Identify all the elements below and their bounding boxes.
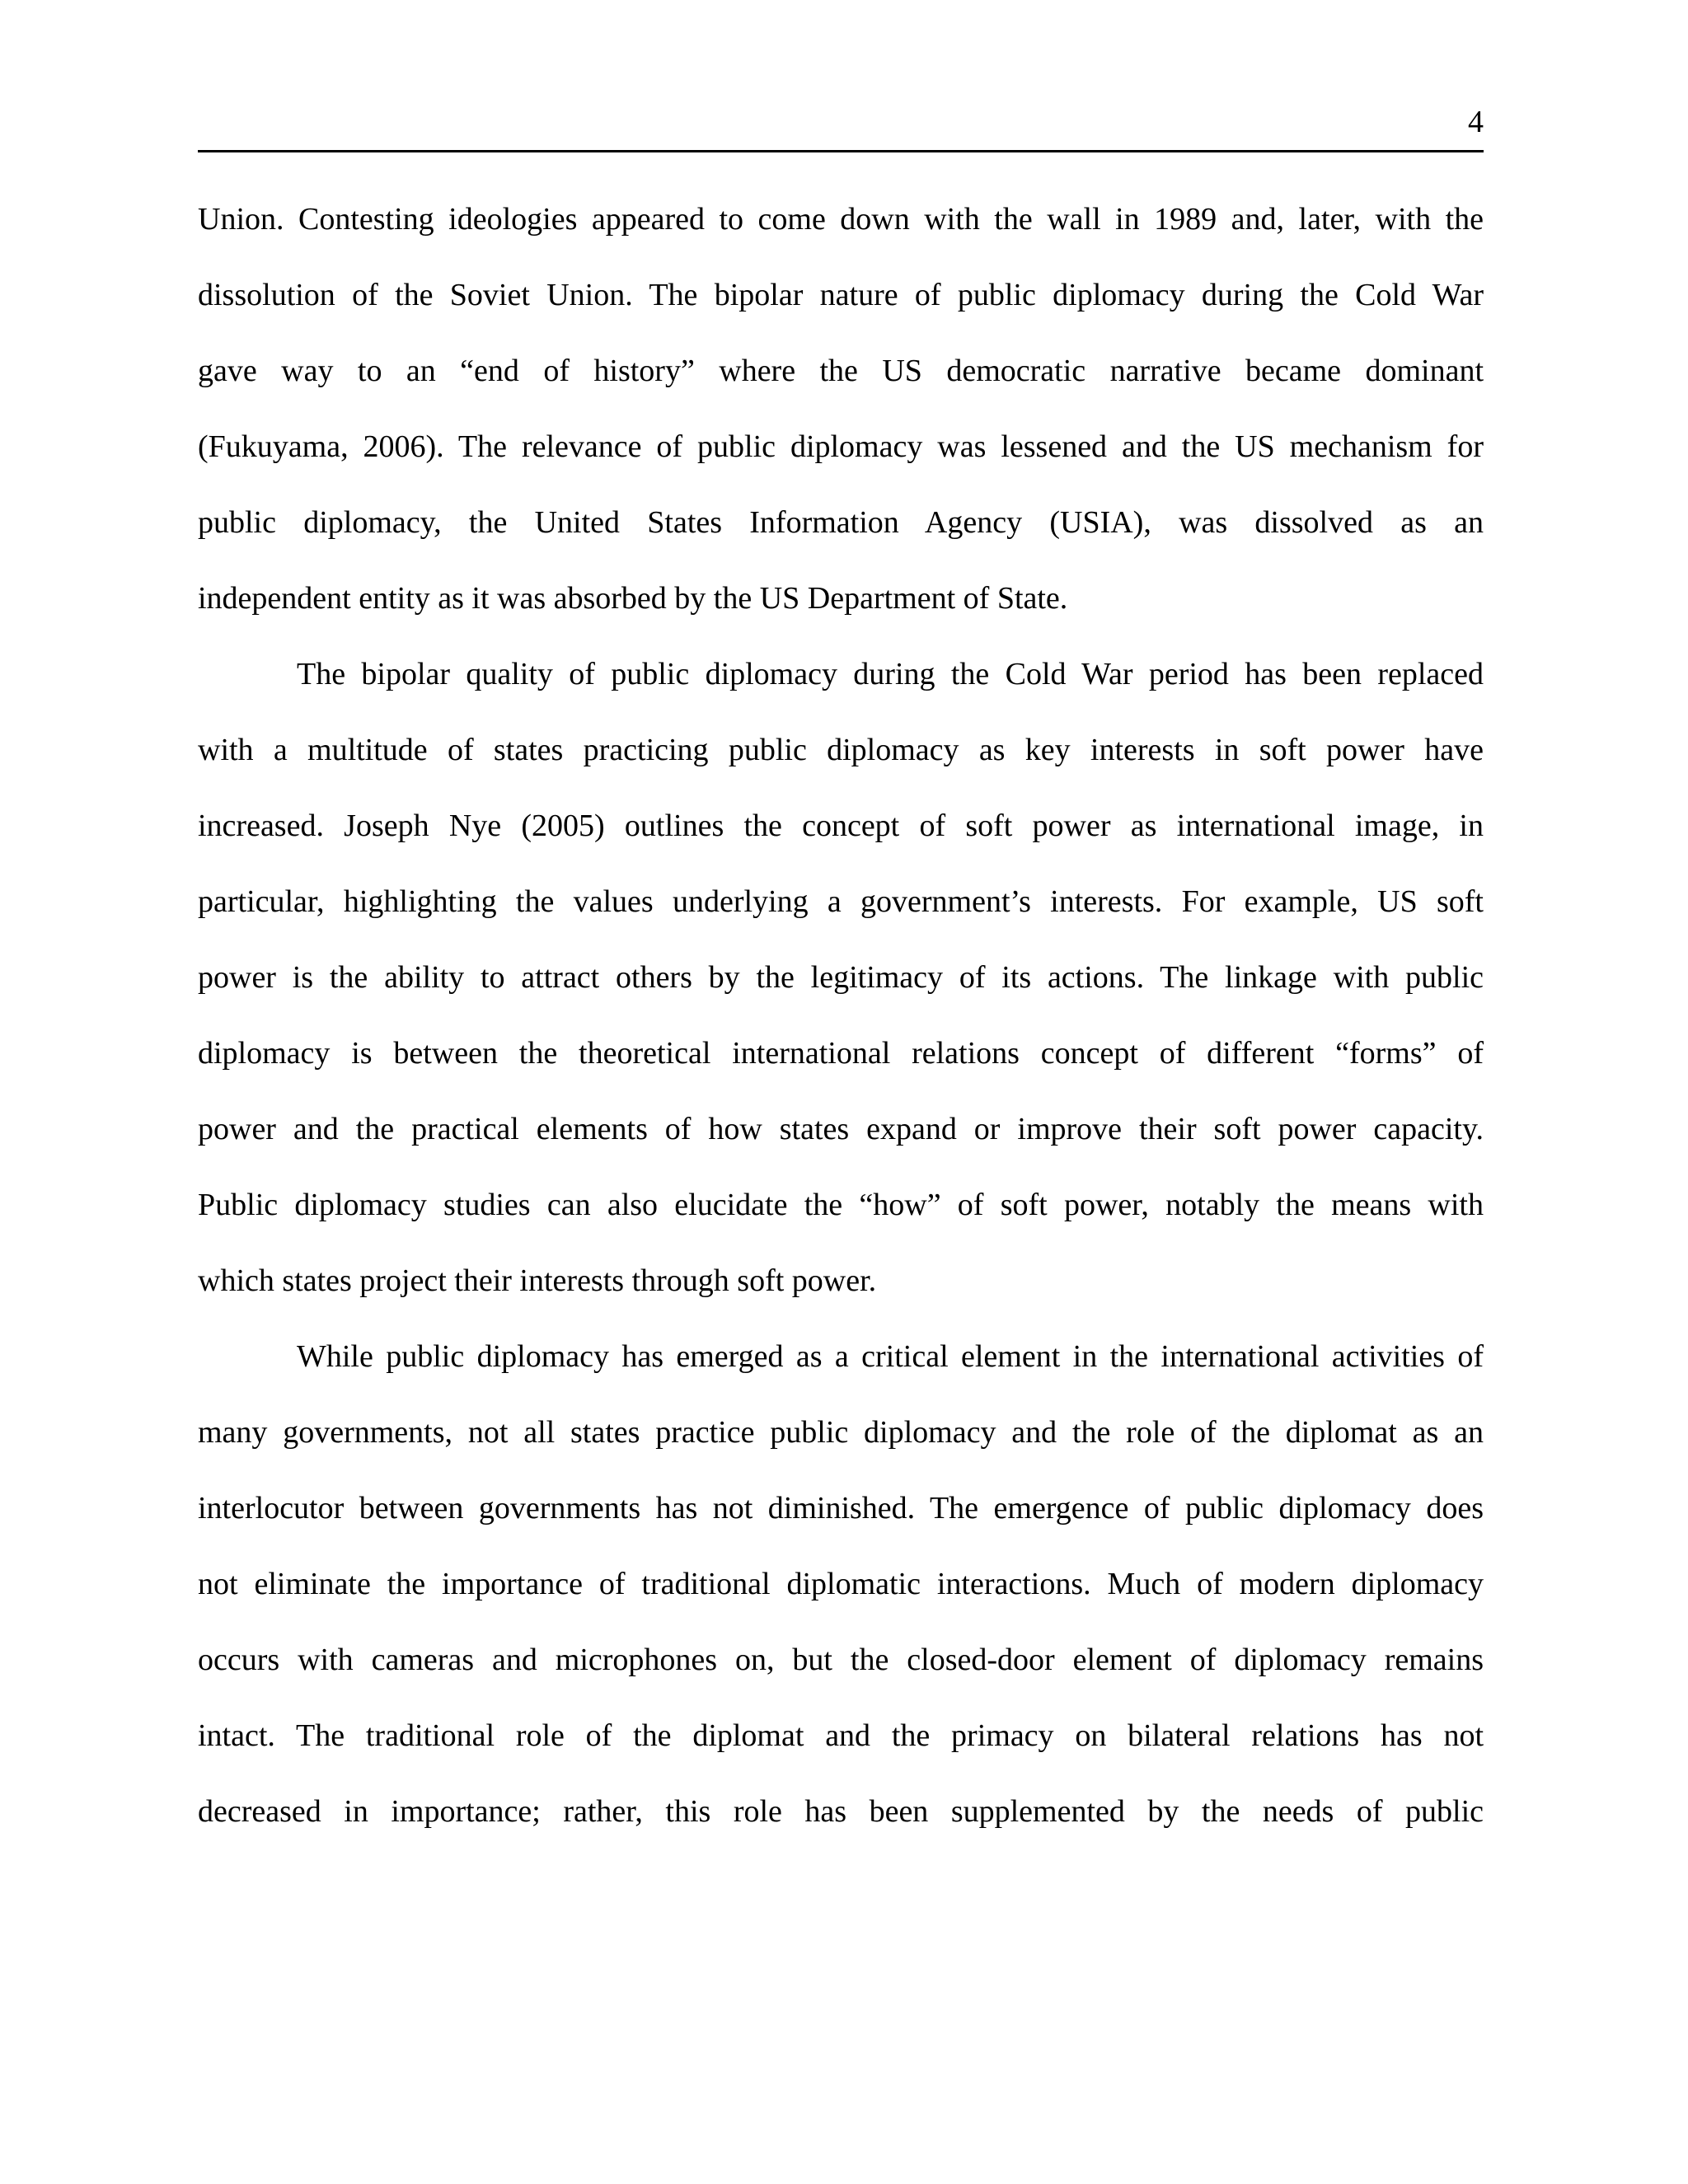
text-line: The bipolar quality of public diplomacy during the Cold War period has been replaced [297,657,1484,691]
text-line: with a multitude of states practicing public diplomacy as key interests in soft power have [198,733,1484,767]
text-line: which states project their interests through soft power. [198,1263,877,1298]
text-line: intact. The traditional role of the diplomat and the primacy on bilateral relations has not [198,1718,1484,1753]
text-line: Public diplomacy studies can also elucidate the “how” of soft power, notably the means with [198,1188,1484,1222]
text-line: gave way to an “end of history” where the US democratic narrative became dominant [198,354,1484,388]
text-line: occurs with cameras and microphones on, but the closed-door element of diplomacy remains [198,1643,1484,1677]
text-line: public diplomacy, the United States Information Agency (USIA), was dissolved as an [198,505,1484,540]
text-line: While public diplomacy has emerged as a critical element in the international activities of [297,1339,1484,1374]
text-line: many governments, not all states practice public diplomacy and the role of the diplomat as an [198,1415,1484,1450]
text-line: diplomacy is between the theoretical international relations concept of different “forms” of [198,1036,1484,1071]
body-text [198,196,1484,1864]
text-line: power and the practical elements of how states expand or improve their soft power capacity. [198,1112,1484,1146]
text-line: interlocutor between governments has not diminished. The emergence of public diplomacy does [198,1491,1484,1526]
text-line: (Fukuyama, 2006). The relevance of public diplomacy was lessened and the US mechanism for [198,429,1484,464]
text-line: dissolution of the Soviet Union. The bipolar nature of public diplomacy during the Cold War [198,278,1484,312]
page-header [198,99,1484,152]
text-line: decreased in importance; rather, this role has been supplemented by the needs of public [198,1794,1484,1829]
text-line: Union. Contesting ideologies appeared to come down with the wall in 1989 and, later, with the [198,202,1484,237]
text-line: particular, highlighting the values underlying a government’s interests. For example, US soft [198,884,1484,919]
text-line: increased. Joseph Nye (2005) outlines the concept of soft power as international image, in [198,808,1484,843]
text-line: power is the ability to attract others by the legitimacy of its actions. The linkage with public [198,960,1484,995]
page-number: 4 [1468,105,1484,139]
text-line: independent entity as it was absorbed by the US Department of State. [198,581,1068,616]
text-line: not eliminate the importance of traditional diplomatic interactions. Much of modern diplomacy [198,1567,1484,1601]
